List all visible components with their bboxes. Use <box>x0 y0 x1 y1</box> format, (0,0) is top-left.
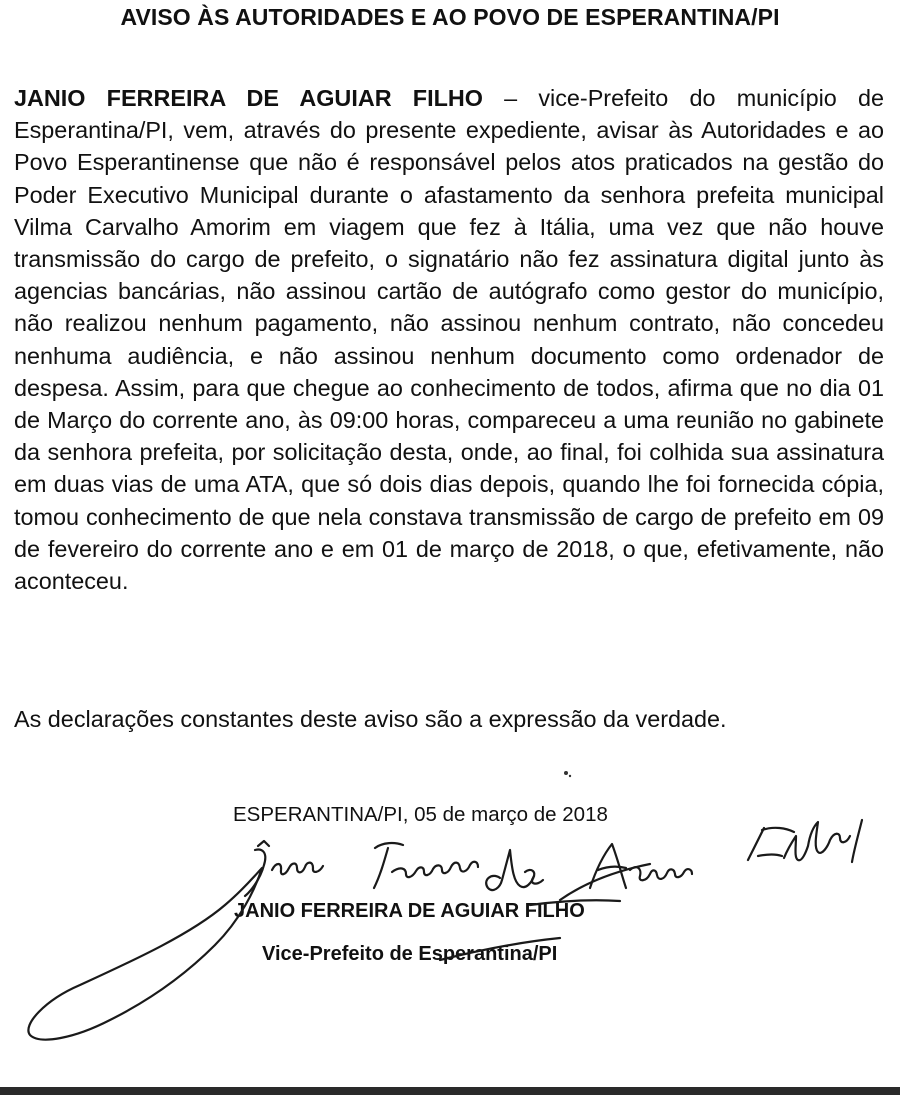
closing-statement: As declarações constantes deste aviso são a expressão da verdade. <box>14 706 727 732</box>
signer-role: Vice-Prefeito de Esperantina/PI <box>262 943 558 965</box>
body-text: – vice-Prefeito do município de Esperantina/PI, vem, através do presente expediente, avisar às Autoridades e ao Povo Esperantinense que não é responsável pelos atos praticados na gestão do Poder Executivo Municipal durante o afastamento da senhora prefeita municipal Vilma Carvalho Amorim em viagem que fez à Itália, uma vez que não houve transmissão do cargo de prefeito, o signatário não fez assinatura digital junto às agencias bancárias, não assinou cartão de autógrafo como gestor do município, não realizou nenhum pagamento, não assinou nenhum contrato, não concedeu nenhuma audiência, e não assinou nenhum documento como ordenador de despesa. Assim, para que chegue ao conhecimento de todos, afirma que no dia 01 de Março do corrente ano, às 09:00 horas, compareceu a uma reunião no gabinete da senhora prefeita, por solicitação desta, onde, ao final, foi colhida sua assinatura em duas vias de uma ATA, que só dois dias depois, quando lhe foi fornecida cópia, tomou conhecimento de que nela constava transmissão de cargo de prefeito em 09 de fevereiro do corrente ano e em 01 de março de 2018, o que, efetivamente, não aconteceu. <box>14 85 885 595</box>
body-paragraph <box>14 82 884 597</box>
signer-name: JANIO FERREIRA DE AGUIAR FILHO <box>234 900 585 922</box>
bottom-rule <box>0 1087 900 1095</box>
document-title: AVISO ÀS AUTORIDADES E AO POVO DE ESPERANTINA/PI <box>120 4 780 30</box>
place-date: ESPERANTINA/PI, 05 de março de 2018 <box>233 803 608 826</box>
body-lead-name: JANIO FERREIRA DE AGUIAR FILHO <box>14 85 483 111</box>
